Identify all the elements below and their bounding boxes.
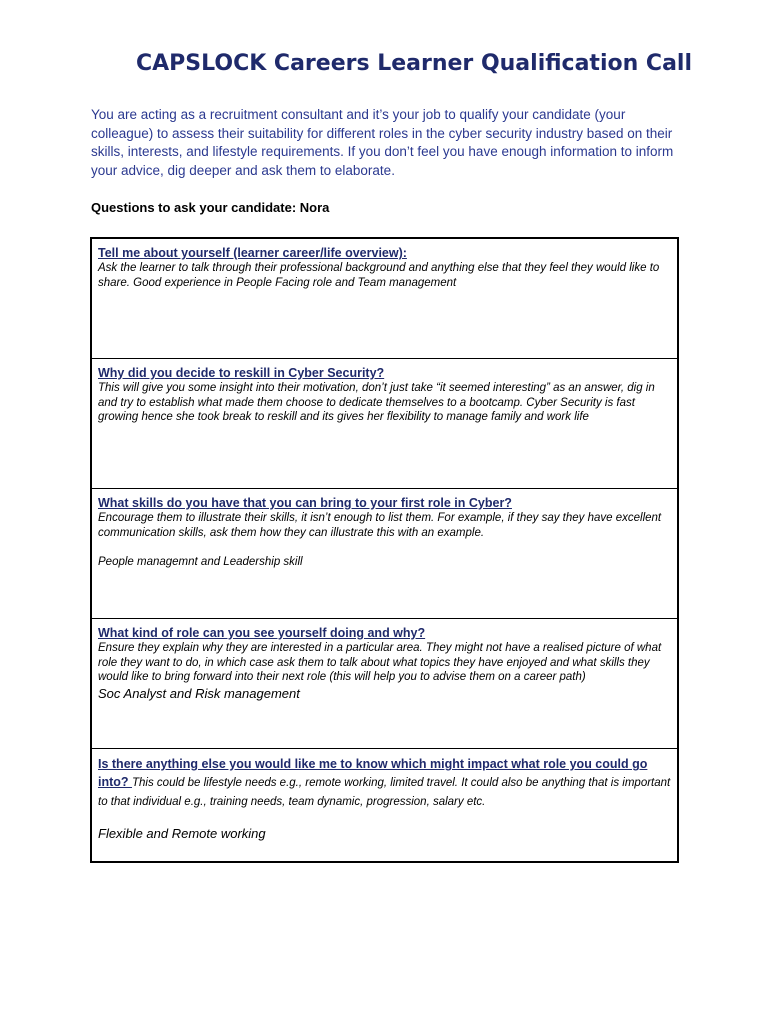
question-row-2 (92, 359, 677, 488)
question-row-4 (92, 619, 677, 748)
question-row-5 (92, 749, 677, 861)
questions-table (90, 237, 679, 863)
question-heading-3: What skills do you have that you can bring to your first role in Cyber? (98, 496, 512, 510)
candidate-answer-4: Soc Analyst and Risk management (98, 685, 300, 701)
question-heading-2: Why did you decide to reskill in Cyber Security? (98, 366, 385, 380)
question-hint-5: This could be lifestyle needs e.g., remote working, limited travel. It could also be anything that is important to that individual e.g., training needs, team dynamic, progression, salary etc. (98, 777, 671, 808)
question-heading-5: Is there anything else you would like me to know which might impact what role you could go into? (98, 757, 648, 789)
document-title: CAPSLOCK Careers Learner Qualification Call (136, 51, 692, 76)
question-hint-2: This will give you some insight into their motivation, don’t just take “it seemed interesting” as an answer, dig in and try to establish what made them choose to dedicate themselves to a bootcamp. Cyber Security is fast growing hence she took break to reskill and its gives her flexibility to manage family and work life (98, 382, 655, 423)
question-row-1 (92, 239, 677, 358)
question-heading-1: Tell me about yourself (learner career/life overview): (98, 246, 407, 260)
question-hint-1: Ask the learner to talk through their professional background and anything else that they feel they would like to share. Good experience in People Facing role and Team management (98, 262, 660, 289)
intro-paragraph: You are acting as a recruitment consultant and it’s your job to qualify your candidate (your colleague) to assess their suitability for different roles in the cyber security industry based on their skills, interests, and lifestyle requirements. If you don’t feel you have enough information to inform your advice, dig deeper and ask them to elaborate. (91, 107, 674, 178)
question-row-3 (92, 489, 677, 618)
questions-heading: Questions to ask your candidate: Nora (91, 200, 330, 215)
candidate-answer-5: Flexible and Remote working (98, 826, 266, 841)
candidate-answer-3: People managemnt and Leadership skill (98, 556, 303, 568)
question-hint-4: Ensure they explain why they are interested in a particular area. They might not have a realised picture of what role they want to do, in which case ask them to talk about what topics they have enjoyed and what skills they would like to bring forward into their next role (this will help you to advise them on a career path) (98, 642, 662, 683)
question-hint-3: Encourage them to illustrate their skills, it isn’t enough to list them. For example, if they say they have excellent communication skills, ask them how they can illustrate this with an example. (98, 512, 662, 539)
question-heading-4: What kind of role can you see yourself doing and why? (98, 626, 426, 640)
